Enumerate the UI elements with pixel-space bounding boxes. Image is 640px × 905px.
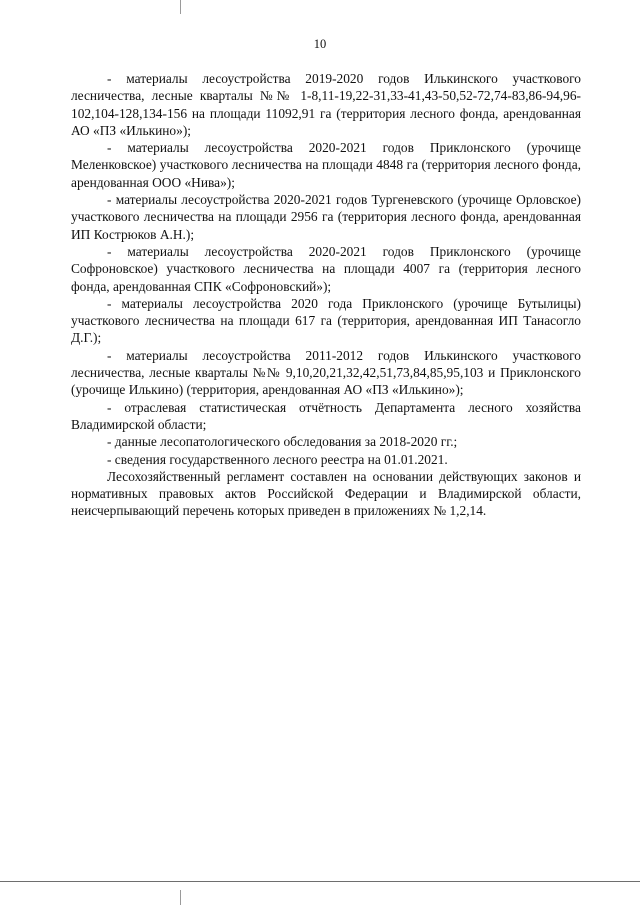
scan-edge-mark-top [180,0,181,14]
source-item-orlovskoe: - материалы лесоустройства 2020-2021 годов Тургеневского (урочище Орловское) участкового лесничества на площади 2956 га (территория лесного фонда, арендованная ИП Кострюков А.Н.); [71,192,581,242]
regulation-basis-paragraph: Лесохозяйственный регламент составлен на основании действующих законов и нормативных правовых актов Российской Федерации и Владимирской области, неисчерпывающий перечень которых приведен в приложениях № 1,2,14. [71,468,581,519]
scan-edge-line-bottom [0,881,640,882]
source-item-sofronovskoe: - материалы лесоустройства 2020-2021 годов Приклонского (урочище Софроновское) участкового лесничества на площади 4007 га (территория лесного фонда, арендованная СПК «Софроновский»); [71,243,581,294]
source-item-ilkino-2019: - материалы лесоустройства 2019-2020 годов Илькинского участкового лесничества, лесные кварталы №№ 1-8,11-19,22-31,33-41,43-50,52-72,74-83,86-94,96-102,104-128,134-156 на площади 11092,91 га (территория лесного фонда, арендованная АО «ПЗ «Илькино»); [71,71,581,138]
source-item-registry: - сведения государственного лесного реестра на 01.01.2021. [107,451,448,467]
document-body [71,70,581,520]
source-item-pathology: - данные лесопатологического обследования за 2018-2020 гг.; [107,434,458,450]
scan-edge-mark-bottom [180,890,181,905]
source-item-melenkovskoe: - материалы лесоустройства 2020-2021 годов Приклонского (урочище Меленковское) участкового лесничества на площади 4848 га (территория лесного фонда, арендованная ООО «Нива»); [71,140,581,190]
source-item-ilkino-2011: - материалы лесоустройства 2011-2012 годов Илькинского участкового лесничества, лесные кварталы №№ 9,10,20,21,32,42,51,73,84,85,95,103 и Приклонского (урочище Илькино) (территория, арендованная АО «ПЗ «Илькино»); [71,347,581,398]
source-item-butylitsy: - материалы лесоустройства 2020 года Приклонского (урочище Бутылицы) участкового лесничества на площади 617 га (территория, арендованная ИП Танасогло Д.Г.); [71,295,581,346]
page-number: 10 [313,37,327,51]
source-item-statistics: - отраслевая статистическая отчётность Департамента лесного хозяйства Владимирской области; [71,399,581,432]
